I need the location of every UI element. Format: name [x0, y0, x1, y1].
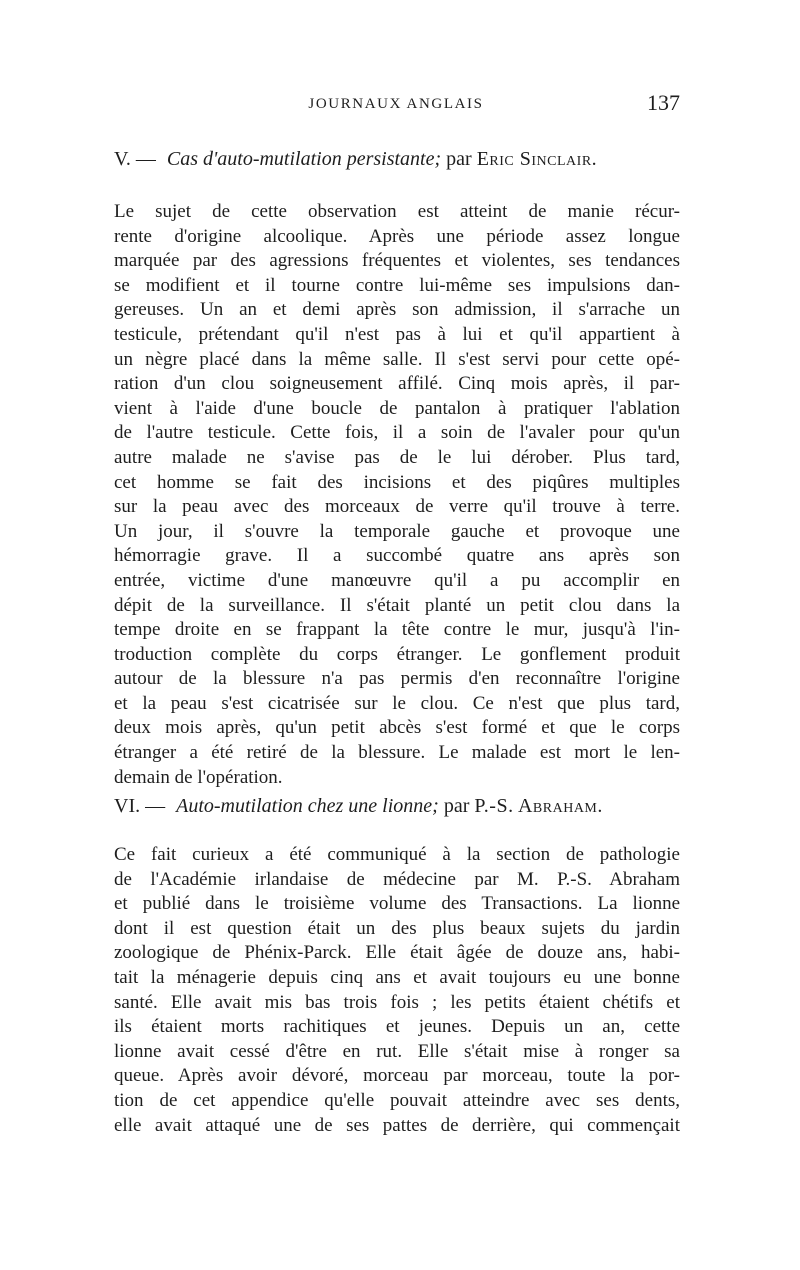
text-line: dont il est question était un des plus beaux sujets du jardin [114, 917, 680, 939]
text-line: et la peau s'est cicatrisée sur le clou. Ce n'est que plus tard, [114, 692, 680, 714]
text-line: entrée, victime d'une manœuvre qu'il a pu accomplir en [114, 569, 680, 591]
text-line: ils étaient morts rachitiques et jeunes. Depuis un an, cette [114, 1016, 680, 1038]
text-line: vient à l'aide d'une boucle de pantalon à pratiquer l'ablation [114, 397, 680, 419]
text-line: Un jour, il s'ouvre la temporale gauche et provoque une [114, 520, 680, 542]
text-line: deux mois après, qu'un petit abcès s'est formé et que le corps [114, 717, 680, 739]
section-number: V. — [114, 148, 156, 170]
text-line: Le sujet de cette observation est atteint de manie récur- [114, 201, 680, 222]
section-author: P.-S. Abraham. [474, 795, 603, 817]
section-author: Eric Sinclair. [476, 148, 598, 170]
text-line: santé. Elle avait mis bas trois fois ; les petits étaient chétifs et [114, 991, 680, 1013]
running-head [112, 92, 680, 116]
text-line: tait la ménagerie depuis cinq ans et avait toujours eu une bonne [114, 966, 680, 988]
text-line: troduction complète du corps étranger. Le gonflement produit [114, 643, 680, 665]
text-line: se modifient et il tourne contre lui-même ses impulsions dan- [114, 274, 680, 296]
text-line: lionne avait cessé d'être en rut. Elle s'était mise à ronger sa [114, 1040, 680, 1062]
text-line: gereuses. Un an et demi après son admission, il s'arrache un [114, 299, 680, 321]
section-title: Cas d'auto-mutilation persistante; [166, 148, 442, 170]
text-line: sur la peau avec des morceaux de verre qu'il trouve à terre. [114, 496, 680, 518]
text-line: tion de cet appendice qu'elle pouvait atteindre avec ses dents, [114, 1089, 680, 1111]
section-heading-v [114, 145, 680, 173]
page-number: 137 [647, 90, 680, 115]
text-line: zoologique de Phénix-Parck. Elle était âgée de douze ans, habi- [114, 942, 680, 964]
text-line: elle avait attaqué une de ses pattes de derrière, qui commençait [114, 1114, 680, 1136]
text-line: tempe droite en se frappant la tête contre le mur, jusqu'à l'in- [114, 619, 680, 641]
text-line: rente d'origine alcoolique. Après une période assez longue [114, 225, 680, 247]
text-line: queue. Après avoir dévoré, morceau par morceau, toute la por- [114, 1065, 680, 1087]
text-line: cet homme se fait des incisions et des piqûres multiples [114, 471, 680, 493]
text-line: Ce fait curieux a été communiqué à la section de pathologie [114, 844, 680, 865]
text-line: autre malade ne s'avise pas de le lui dérober. Plus tard, [114, 446, 680, 468]
section-by: par [446, 148, 472, 170]
text-line: dépit de la surveillance. Il s'était planté un petit clou dans la [114, 594, 680, 616]
paragraph-lioness-case [114, 843, 680, 1138]
text-line: un nègre placé dans la même salle. Il s'est servi pour cette opé- [114, 348, 680, 370]
text-line: marquée par des agressions fréquentes et violentes, ses tendances [114, 250, 680, 272]
section-number: VI. — [114, 795, 166, 817]
text-line: demain de l'opération. [114, 766, 283, 788]
text-line: ration d'un clou soigneusement affilé. Cinq mois après, il par- [114, 373, 680, 395]
section-heading-vi [114, 792, 680, 820]
text-line: hémorragie grave. Il a succombé quatre ans après son [114, 545, 680, 567]
paragraph-self-mutilation-case [114, 200, 680, 790]
text-line: de l'Académie irlandaise de médecine par M. P.-S. Abraham [114, 868, 680, 890]
text-line: de l'autre testicule. Cette fois, il a soin de l'avaler pour qu'un [114, 422, 680, 444]
text-line: et publié dans le troisième volume des Transactions. La lionne [114, 893, 680, 915]
section-by: par [443, 795, 470, 817]
running-title: JOURNAUX ANGLAIS [308, 96, 484, 112]
text-line: étranger a été retiré de la blessure. Le malade est mort le len- [114, 742, 680, 764]
text-line: autour de la blessure n'a pas permis d'en reconnaître l'origine [114, 668, 680, 690]
section-title: Auto-mutilation chez une lionne; [176, 795, 439, 817]
text-line: testicule, prétendant qu'il n'est pas à lui et qu'il appartient à [114, 323, 680, 345]
